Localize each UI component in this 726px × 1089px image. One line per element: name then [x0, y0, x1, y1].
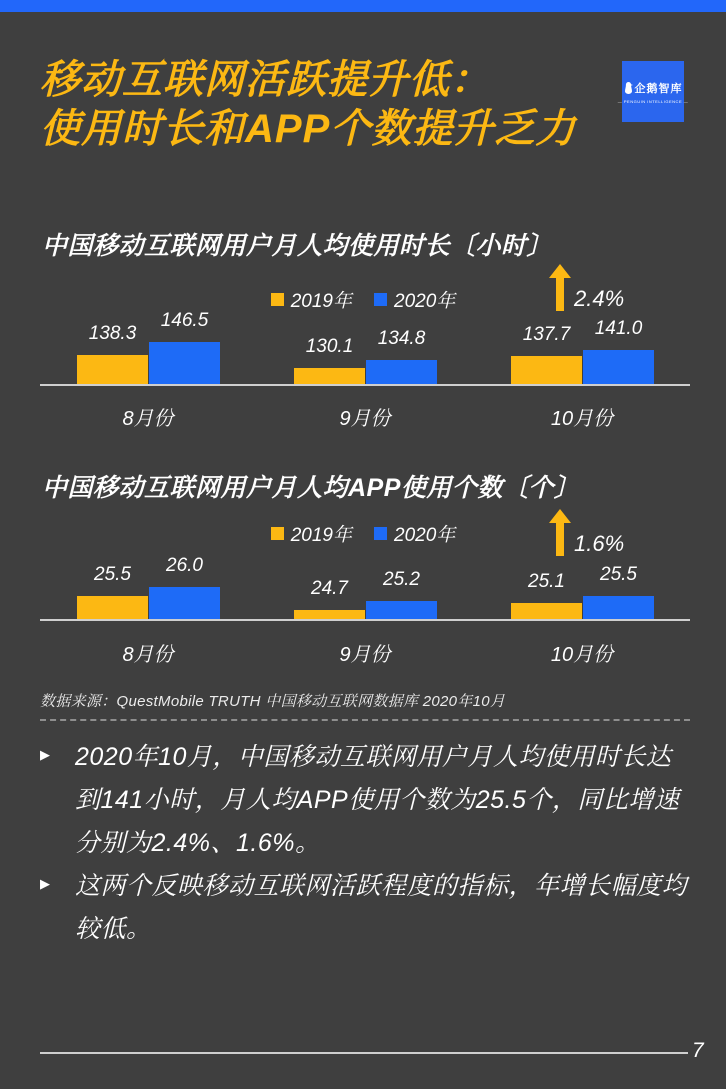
- chart-bar: [511, 603, 582, 619]
- bullet-item: [40, 736, 696, 865]
- footer-divider: [40, 1052, 688, 1054]
- chart-title: 中国移动互联网用户月人均使用时长〔小时〕: [42, 232, 553, 260]
- chart-bar: [294, 610, 365, 619]
- chart-app-count: [0, 462, 726, 670]
- bar-value-label: 146.5: [160, 310, 209, 331]
- legend-label: 2019年: [290, 525, 352, 546]
- category-label: 9月份: [339, 644, 391, 666]
- chart-bar: [366, 601, 437, 619]
- category-label: 8月份: [122, 644, 174, 666]
- chart-categories: [0, 638, 726, 668]
- growth-label: 2.4%: [574, 285, 625, 311]
- bar-value-label: 137.7: [522, 324, 571, 345]
- category-label: 8月份: [122, 408, 174, 430]
- chart-baseline: [40, 384, 690, 386]
- dashed-divider: [40, 719, 690, 721]
- legend-label: 2019年: [290, 291, 352, 312]
- chart-bar: [77, 355, 148, 384]
- data-source: 数据来源：QuestMobile TRUTH 中国移动互联网数据库 2020年10月: [40, 693, 506, 710]
- chart-baseline: [40, 619, 690, 621]
- bar-value-label: 138.3: [88, 323, 137, 344]
- logo-name: 企鹅智库: [624, 80, 683, 96]
- chart-bar: [583, 596, 654, 619]
- chart-bar: [583, 350, 654, 384]
- bullet-text: 这两个反映移动互联网活跃程度的指标，年增长幅度均较低。: [75, 872, 688, 943]
- chart-bar: [366, 360, 437, 384]
- bar-value-label: 134.8: [377, 328, 426, 349]
- chart-usage-hours: [0, 220, 726, 432]
- bar-value-label: 25.1: [528, 571, 565, 592]
- category-label: 10月份: [550, 644, 614, 666]
- category-label: 10月份: [550, 408, 614, 430]
- chart-plot: [0, 220, 726, 384]
- bullet-text: 2020年10月，中国移动互联网用户月人均使用时长达到141小时，月人均APP使用个数为25.5个，同比增速分别为2.4%、1.6%。: [75, 743, 680, 857]
- page-title: [40, 56, 576, 154]
- bar-value-label: 24.7: [311, 578, 348, 599]
- top-accent-bar: [0, 0, 726, 12]
- bar-value-label: 141.0: [594, 318, 643, 339]
- page-number: 7: [692, 1039, 704, 1062]
- page-title-line1: 移动互联网活跃提升低：: [40, 58, 491, 102]
- page-title-line2: 使用时长和APP个数提升乏力: [40, 107, 577, 151]
- chart-plot: [0, 462, 726, 619]
- chart-bar: [149, 587, 220, 619]
- chart-categories: [0, 402, 726, 432]
- chart-bar: [77, 596, 148, 619]
- growth-label: 1.6%: [574, 530, 625, 556]
- chart-bar: [511, 356, 582, 384]
- bullet-list: [40, 736, 696, 951]
- category-label: 9月份: [339, 408, 391, 430]
- logo-subtitle: — PENGUIN INTELLIGENCE —: [617, 98, 689, 104]
- penguin-icon: [624, 82, 633, 94]
- bar-value-label: 130.1: [305, 336, 354, 357]
- chart-bar: [294, 368, 365, 384]
- logo: [617, 61, 689, 122]
- bar-value-label: 26.0: [166, 555, 203, 576]
- legend-label: 2020年: [394, 525, 456, 546]
- bar-value-label: 25.5: [600, 564, 637, 585]
- chart-title: 中国移动互联网用户月人均APP使用个数〔个〕: [42, 474, 580, 502]
- bullet-item: [40, 865, 696, 951]
- chart-bar: [149, 342, 220, 384]
- bullet-marker-icon: ▶: [40, 876, 50, 891]
- bullet-marker-icon: ▶: [40, 747, 50, 762]
- bar-value-label: 25.2: [383, 569, 420, 590]
- legend-label: 2020年: [394, 291, 456, 312]
- bar-value-label: 25.5: [94, 564, 131, 585]
